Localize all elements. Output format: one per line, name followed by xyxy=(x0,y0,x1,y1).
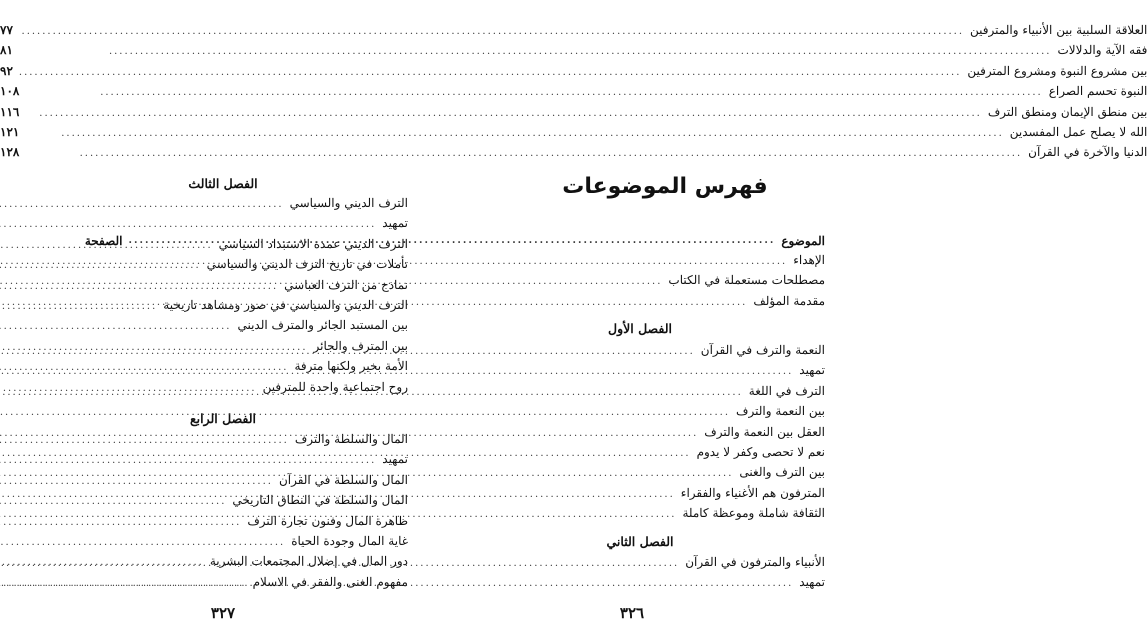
leader-dots xyxy=(19,42,1052,62)
chapter-heading: الفصل الرابع xyxy=(189,411,257,426)
toc-entry xyxy=(455,360,825,380)
entry-title: الله لا يصلح عمل المفسدين xyxy=(1009,124,1147,139)
toc-entry xyxy=(0,61,1147,81)
toc-entry xyxy=(38,193,408,213)
entry-title: بين النعمة والترف xyxy=(736,404,825,419)
leader-dots xyxy=(0,424,698,444)
entry-title: بين المترف والجائر xyxy=(313,338,408,353)
toc-entry xyxy=(455,552,825,572)
column-page-label: الصفحة xyxy=(84,234,123,248)
leader-dots xyxy=(0,342,695,362)
toc-list xyxy=(455,250,825,311)
toc-entry xyxy=(0,122,1147,142)
entry-title: بين مشروع النبوة ومشروع المترفين xyxy=(967,63,1147,78)
entry-title: الإهداء xyxy=(793,253,825,267)
toc-entry xyxy=(38,531,408,551)
toc-entry xyxy=(455,462,825,482)
toc-entry xyxy=(455,572,825,592)
chapter-heading: الفصل الثالث xyxy=(188,176,258,191)
leader-dots xyxy=(0,317,231,337)
entry-title: تمهيد xyxy=(799,575,825,590)
leader-dots xyxy=(129,232,776,250)
leader-dots xyxy=(0,464,733,484)
entry-title: تمهيد xyxy=(382,216,408,231)
entry-title: الترف الديني والسياسي في صور ومشاهد تاريخية xyxy=(163,297,408,312)
entry-page-number: ١١٦ xyxy=(0,104,20,119)
entry-title: روح اجتماعية واحدة للمترفين xyxy=(262,379,408,394)
toc-entry xyxy=(0,142,1147,162)
toc-entry xyxy=(455,291,825,311)
entry-title: العلاقة السلبية بين الأنبياء والمترفين xyxy=(970,23,1147,37)
entry-title: المترفون هم الأغنياء والفقراء xyxy=(680,485,825,500)
leader-dots xyxy=(0,485,675,505)
entry-title: الأنبياء والمترفون في القرآن xyxy=(685,555,825,569)
toc-entry xyxy=(455,503,825,523)
toc-entry xyxy=(455,422,825,442)
toc-entry xyxy=(455,340,825,360)
entry-title: بين الترف والغنى xyxy=(739,465,825,480)
entry-title: تمهيد xyxy=(799,363,825,378)
toc-entry xyxy=(455,401,825,421)
entry-title: المال والسلطة والترف xyxy=(294,432,408,446)
entry-page-number: ٧٧ xyxy=(0,23,13,37)
leader-dots xyxy=(0,574,793,594)
toc-entry xyxy=(455,442,825,462)
entry-title: المال والسلطة في النطاق التاريخي xyxy=(232,493,408,508)
entry-title: نماذج من الترف العباسي xyxy=(284,277,408,292)
page-number: ٣٢٦ xyxy=(619,604,645,622)
chapter-heading: الفصل الأول xyxy=(608,321,672,336)
leader-dots xyxy=(0,403,730,423)
leader-dots xyxy=(0,383,743,403)
toc-list xyxy=(0,20,1147,163)
toc-entry xyxy=(0,40,1147,60)
entry-title: ظاهرة المال وفنون تجارة الترف xyxy=(247,513,408,528)
entry-title: دور المال في إضلال المجتمعات البشرية xyxy=(209,554,408,569)
page-number: ٣٢٧ xyxy=(210,604,236,622)
toc-entry xyxy=(455,250,825,270)
entry-title: بين المستبد الجائر والمترف الديني xyxy=(237,318,408,333)
entry-title: العقل بين النعمة والترف xyxy=(704,424,825,439)
entry-title: غاية المال وجودة الحياة xyxy=(291,533,408,548)
entry-page-number: ١٠٨ xyxy=(0,84,20,99)
entry-page-number: ٩٢ xyxy=(0,63,13,78)
toc-entry xyxy=(0,81,1147,101)
leader-dots xyxy=(0,252,787,272)
toc-entry xyxy=(38,213,408,233)
entry-title: المال والسلطة في القرآن xyxy=(278,472,408,487)
entry-title: الترف الديني عمدة الاستبداد السياسي xyxy=(218,236,408,251)
entry-title: النبوة تحسم الصراع xyxy=(1048,84,1147,99)
toc-entry xyxy=(455,483,825,503)
page-title: فهرس الموضوعات xyxy=(562,174,768,199)
entry-title: مصطلحات مستعملة في الكتاب xyxy=(668,273,825,288)
entry-title: نعم لا تحصى وكفر لا يدوم xyxy=(696,444,825,459)
entry-title: الأمة بخير ولكنها مترفة xyxy=(294,359,408,374)
entry-page-number: ١٢٨ xyxy=(0,145,20,160)
leader-dots xyxy=(0,272,662,292)
entry-title: الثقافة شاملة وموعظة كاملة xyxy=(682,506,825,521)
leader-dots xyxy=(25,83,1042,103)
entry-page-number: ١٢١ xyxy=(0,124,20,139)
toc-list xyxy=(455,552,825,593)
entry-title: تأملات في تاريخ الترف الديني والسياسي xyxy=(206,257,408,272)
entry-title: فقه الآية والدلالات xyxy=(1057,43,1147,58)
leader-dots xyxy=(0,554,679,574)
entry-title: تمهيد xyxy=(382,452,408,467)
entry-title: بين منطق الإيمان ومنطق الترف xyxy=(987,104,1147,119)
chapter-heading: الفصل الثاني xyxy=(606,534,674,549)
column-subject-label: الموضوع xyxy=(781,234,825,248)
toc-entry xyxy=(0,102,1147,122)
entry-page-number: ٨١ xyxy=(0,43,13,58)
toc-entry xyxy=(455,381,825,401)
leader-dots xyxy=(0,362,793,382)
toc-entry xyxy=(0,20,1147,40)
entry-title: الترف في اللغة xyxy=(748,383,825,398)
entry-title: الترف الديني والسياسي xyxy=(289,196,408,210)
leader-dots xyxy=(0,505,676,525)
leader-dots xyxy=(0,195,284,215)
toc-entry xyxy=(38,315,408,335)
leader-dots xyxy=(19,63,962,83)
leader-dots xyxy=(25,124,1003,144)
leader-dots xyxy=(19,22,964,42)
leader-dots xyxy=(0,533,285,553)
entry-title: النعمة والترف في القرآن xyxy=(700,343,825,357)
toc-list xyxy=(455,340,825,524)
leader-dots xyxy=(0,293,747,313)
entry-title: مقدمة المؤلف xyxy=(753,293,825,308)
toc-entry xyxy=(455,270,825,290)
entry-title: مفهوم الغنى والفقر في الاسلام xyxy=(252,574,408,589)
leader-dots xyxy=(25,104,981,124)
leader-dots xyxy=(25,144,1022,164)
leader-dots xyxy=(0,444,691,464)
entry-title: الدنيا والآخرة في القرآن xyxy=(1028,145,1147,160)
